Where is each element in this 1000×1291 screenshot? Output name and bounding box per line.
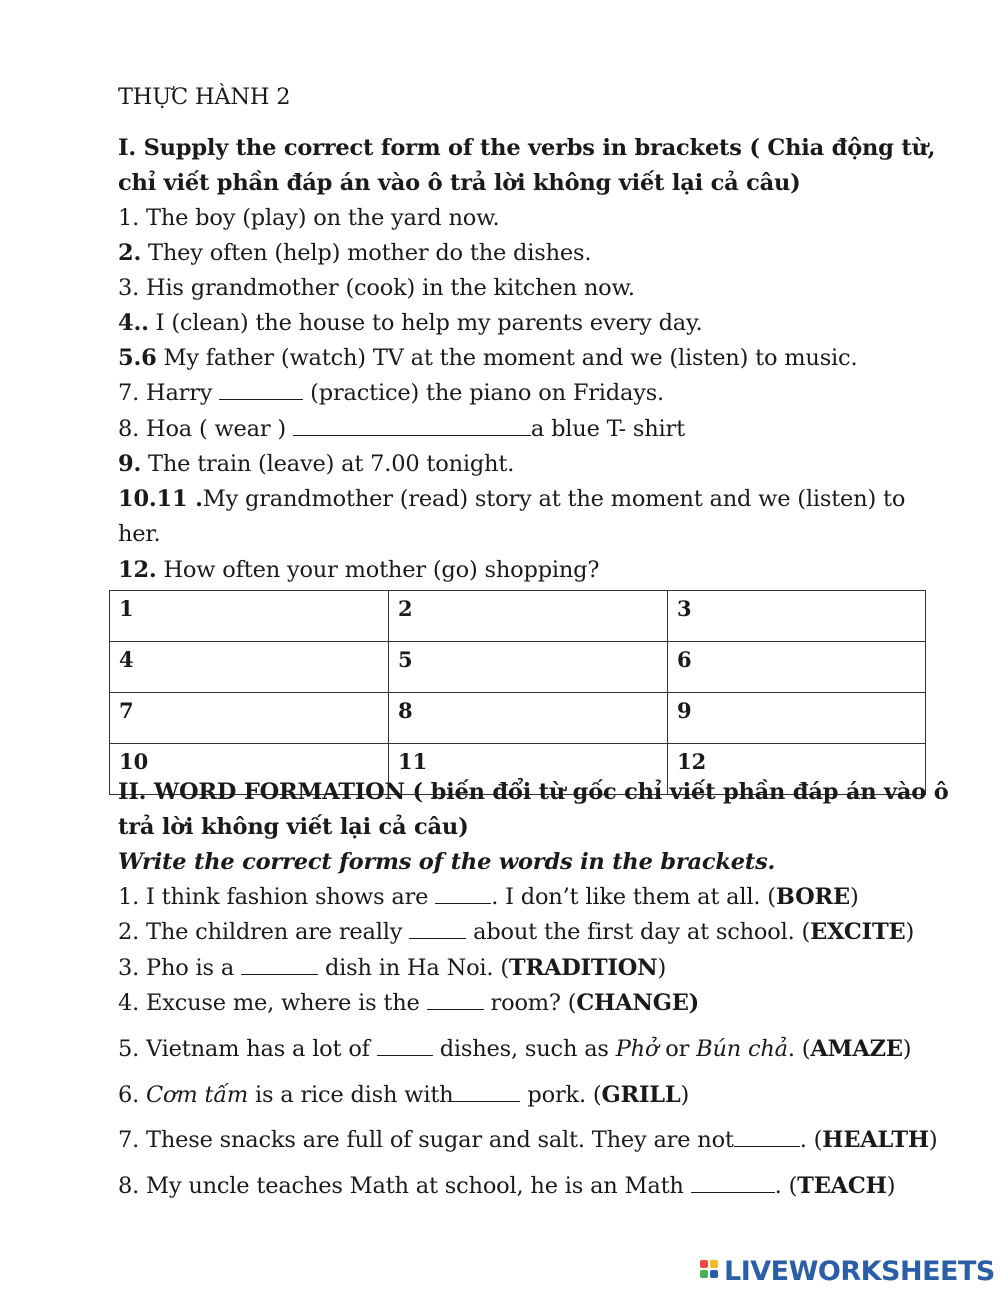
- root-word: TEACH: [797, 1173, 887, 1199]
- section2-heading-line2: trả lời không viết lại cả câu): [118, 814, 469, 840]
- item-text: ): [657, 955, 667, 981]
- item-text: dish in Ha Noi. (: [318, 955, 509, 981]
- item-text: . I don’t like them at all. (: [491, 884, 776, 910]
- word-item-8: [118, 1171, 895, 1201]
- verb-item-9: [118, 449, 514, 479]
- item-text: 8. Hoa ( wear ): [118, 416, 293, 442]
- table-row: [110, 693, 926, 744]
- dish-name: Phở: [615, 1036, 659, 1062]
- dish-name: Cơm tấm: [146, 1082, 249, 1108]
- verb-item-1: [118, 203, 499, 233]
- item-number: 12.: [118, 557, 157, 583]
- answer-blank: [377, 1035, 433, 1056]
- answer-blank: [219, 379, 303, 400]
- verb-item-12: [118, 555, 599, 585]
- answer-blank: [427, 989, 484, 1010]
- root-word: TRADITION: [508, 955, 658, 981]
- verb-item-3: [118, 273, 635, 303]
- root-word: BORE: [775, 884, 850, 910]
- word-item-5: [118, 1034, 911, 1064]
- item-text: ): [928, 1127, 938, 1153]
- liveworksheets-logo-icon: [700, 1260, 720, 1282]
- item-text: 7. Harry: [118, 380, 220, 406]
- item-text: 7. These snacks are full of sugar and salt. They are not: [118, 1127, 734, 1153]
- item-text: 5. Vietnam has a lot of: [118, 1036, 377, 1062]
- item-number: 5.6: [118, 345, 157, 371]
- item-text: 2. The children are really: [118, 919, 410, 945]
- answer-cell-7[interactable]: 7: [110, 693, 389, 744]
- item-text: 8. My uncle teaches Math at school, he is an Math: [118, 1173, 691, 1199]
- answer-blank: [734, 1126, 800, 1147]
- verb-item-8: [118, 414, 685, 444]
- item-text: . (: [787, 1036, 811, 1062]
- root-word: GRILL: [601, 1082, 681, 1108]
- item-text: 3. His grandmother (cook) in the kitchen now.: [118, 275, 635, 301]
- logo-text: LIVEWORKSHEETS: [724, 1255, 995, 1287]
- answer-blank: [409, 918, 466, 939]
- dish-name: Bún chả: [696, 1036, 788, 1062]
- item-text: ): [849, 884, 859, 910]
- word-item-2: [118, 917, 914, 947]
- answer-cell-8[interactable]: 8: [389, 693, 668, 744]
- verb-item-10-11-cont: her.: [118, 521, 161, 547]
- answer-cell-12[interactable]: 12: [668, 744, 926, 795]
- item-text: a blue T- shirt: [530, 416, 685, 442]
- verb-item-10-11: [118, 484, 905, 514]
- item-text: 1. The boy (play) on the yard now.: [118, 205, 500, 231]
- item-text: (practice) the piano on Fridays.: [303, 380, 665, 406]
- section1-heading-line1: I. Supply the correct form of the verbs in brackets ( Chia động từ,: [118, 135, 936, 161]
- verb-item-5-6: [118, 343, 857, 373]
- answer-cell-9[interactable]: 9: [668, 693, 926, 744]
- item-text: . (: [774, 1173, 798, 1199]
- root-word: CHANGE): [576, 990, 700, 1016]
- answer-blank: [241, 954, 318, 975]
- root-word: HEALTH: [822, 1127, 929, 1153]
- word-item-6: [118, 1080, 689, 1110]
- section1-heading-line2: chỉ viết phần đáp án vào ô trả lời không viết lại cả câu): [118, 170, 801, 196]
- verb-item-4: [118, 308, 702, 338]
- liveworksheets-logo: [700, 1253, 995, 1289]
- answer-cell-2[interactable]: 2: [389, 591, 668, 642]
- answer-cell-6[interactable]: 6: [668, 642, 926, 693]
- section2-instruction: Write the correct forms of the words in the brackets.: [118, 849, 776, 875]
- answer-cell-10[interactable]: 10: [110, 744, 389, 795]
- item-text: I (clean) the house to help my parents every day.: [148, 310, 703, 336]
- item-text: They often (help) mother do the dishes.: [141, 240, 592, 266]
- item-text: dishes, such as: [432, 1036, 616, 1062]
- root-word: EXCITE: [810, 919, 906, 945]
- item-text: 6.: [118, 1082, 147, 1108]
- answer-blank: [453, 1081, 520, 1102]
- word-item-3: [118, 953, 666, 983]
- section2-heading-line1: II. WORD FORMATION ( biến đổi từ gốc chỉ viết phần đáp án vào ô: [118, 779, 949, 805]
- verb-item-2: [118, 238, 591, 268]
- answer-cell-3[interactable]: 3: [668, 591, 926, 642]
- item-text: ): [886, 1173, 896, 1199]
- page-title: THỰC HÀNH 2: [118, 84, 291, 110]
- item-text: ): [680, 1082, 690, 1108]
- item-text: The train (leave) at 7.00 tonight.: [141, 451, 515, 477]
- word-item-1: [118, 882, 859, 912]
- table-row: [110, 642, 926, 693]
- answer-cell-5[interactable]: 5: [389, 642, 668, 693]
- word-item-4: [118, 988, 699, 1018]
- table-row: [110, 591, 926, 642]
- answer-blank: [691, 1172, 775, 1193]
- item-text: ): [902, 1036, 912, 1062]
- answer-cell-4[interactable]: 4: [110, 642, 389, 693]
- root-word: AMAZE: [810, 1036, 903, 1062]
- item-text: about the first day at school. (: [466, 919, 811, 945]
- answer-cell-1[interactable]: 1: [110, 591, 389, 642]
- item-text: My grandmother (read) story at the moment and we (listen) to: [202, 486, 906, 512]
- answer-cell-11[interactable]: 11: [389, 744, 668, 795]
- item-text: pork. (: [520, 1082, 602, 1108]
- item-text: ): [905, 919, 915, 945]
- item-text: 1. I think fashion shows are: [118, 884, 436, 910]
- item-number: 10.11 .: [118, 486, 203, 512]
- item-text: . (: [799, 1127, 823, 1153]
- item-number: 4..: [118, 310, 149, 336]
- item-text: 4. Excuse me, where is the: [118, 990, 427, 1016]
- item-text: How often your mother (go) shopping?: [156, 557, 600, 583]
- answer-blank: [435, 883, 491, 904]
- item-text: 3. Pho is a: [118, 955, 242, 981]
- item-text: room? (: [483, 990, 577, 1016]
- word-item-7: [118, 1125, 938, 1155]
- item-number: 2.: [118, 240, 142, 266]
- item-text: is a rice dish with: [248, 1082, 454, 1108]
- item-text: or: [658, 1036, 697, 1062]
- verb-item-7: [118, 378, 664, 408]
- item-text: My father (watch) TV at the moment and we (listen) to music.: [156, 345, 858, 371]
- item-number: 9.: [118, 451, 142, 477]
- answer-table: [109, 590, 926, 795]
- answer-blank: [293, 415, 531, 436]
